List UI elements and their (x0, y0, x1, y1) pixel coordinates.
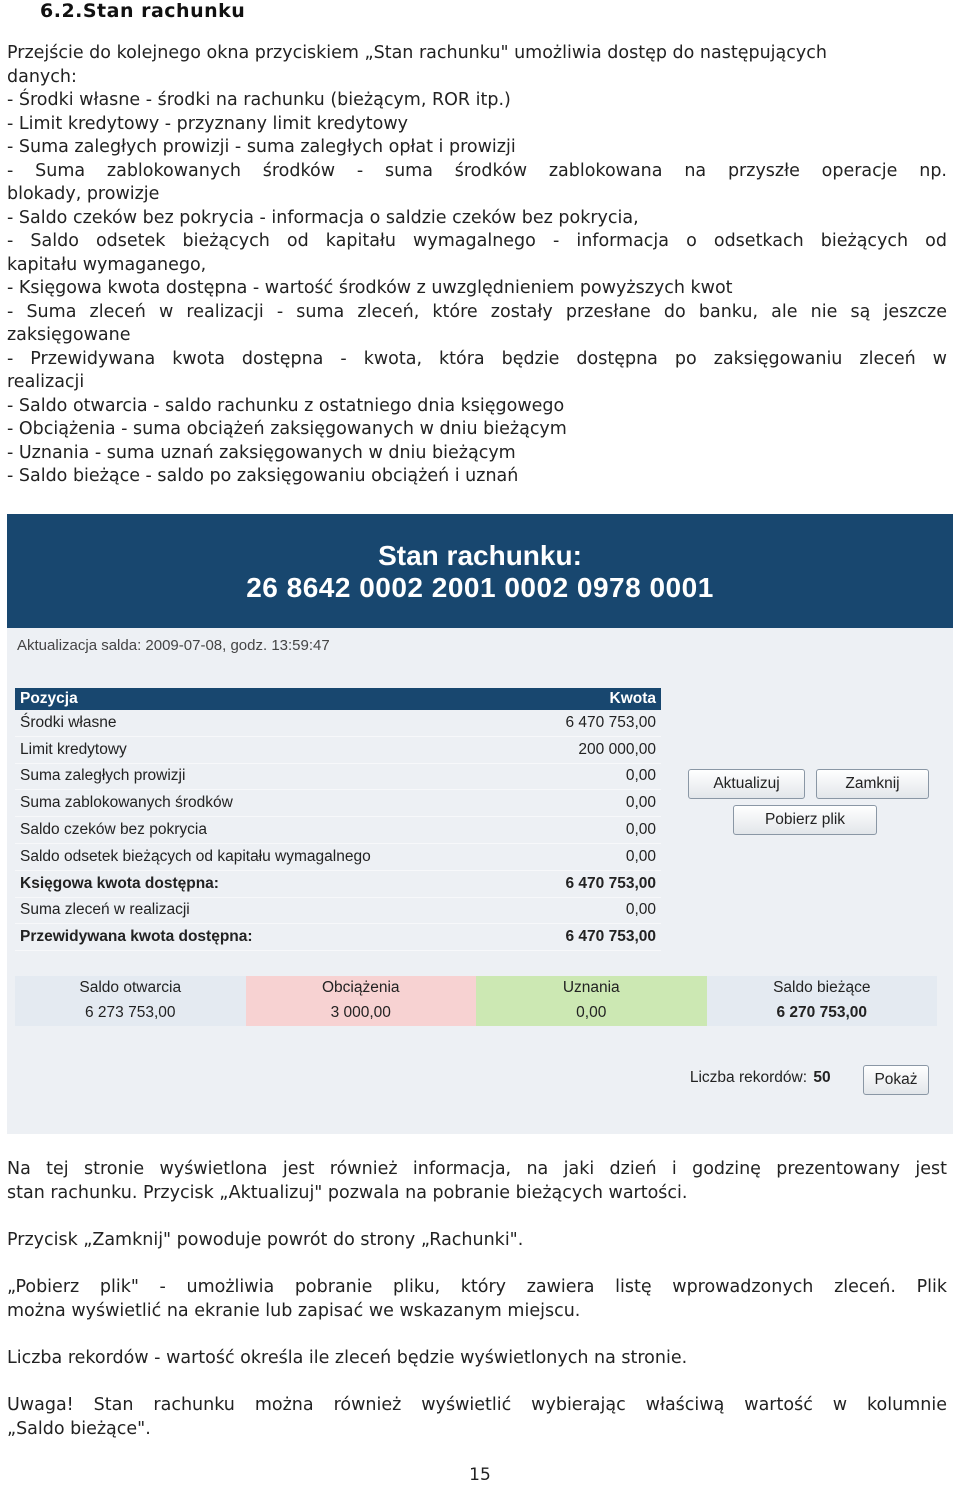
row-label: Saldo czeków bez pokrycia (15, 817, 520, 844)
current-balance-value: 6 270 753,00 (707, 1000, 938, 1026)
intro-line: - Saldo bieżące - saldo po zaksięgowaniu obciążeń i uznań (7, 466, 519, 486)
column-header-amount: Kwota (520, 688, 661, 710)
credits-value: 0,00 (476, 1000, 707, 1026)
row-value: 0,00 (520, 817, 661, 844)
intro-line: - Suma zleceń w realizacji - suma zleceń, które zostały przesłane do banku, ale nie są jeszcze (7, 301, 947, 322)
paragraph-line: Liczba rekordów - wartość określa ile zleceń będzie wyświetlonych na stronie. (7, 1348, 688, 1368)
row-value: 6 470 753,00 (520, 710, 661, 736)
balances-table (15, 976, 937, 1026)
account-status-screenshot (7, 514, 953, 1134)
refresh-time: Aktualizacja salda: 2009-07-08, godz. 13:59:47 (17, 637, 330, 654)
debits-value: 3 000,00 (246, 1000, 477, 1026)
row-label: Księgowa kwota dostępna: (15, 870, 520, 897)
refresh-button[interactable]: Aktualizuj (688, 769, 805, 799)
intro-line: kapitału wymaganego, (7, 254, 207, 275)
paragraph (7, 1158, 947, 1205)
table-row (15, 736, 661, 763)
row-label: Suma zablokowanych środków (15, 790, 520, 817)
close-button[interactable]: Zamknij (816, 769, 929, 799)
intro-line: - Saldo otwarcia - saldo rachunku z ostatniego dnia księgowego (7, 395, 565, 416)
paragraph-line: „Pobierz plik" - umożliwia pobranie pliku, który zawiera listę wprowadzonych zleceń. Plik (7, 1277, 947, 1297)
paragraph-line: można wyświetlić na ekranie lub zapisać we wskazanym miejscu. (7, 1300, 581, 1321)
table-row (15, 790, 661, 817)
paragraph (7, 1347, 947, 1371)
paragraph (7, 1229, 947, 1253)
table-row (15, 710, 661, 736)
intro-line: - Saldo czeków bez pokrycia - informacja o saldzie czeków bez pokrycia, (7, 207, 639, 228)
row-value: 6 470 753,00 (520, 870, 661, 897)
row-label: Suma zaległych prowizji (15, 763, 520, 790)
intro-line: - Saldo odsetek bieżących od kapitału wymagalnego - informacja o odsetkach bieżących od (7, 231, 947, 251)
table-row (15, 924, 661, 951)
paragraph-line: stan rachunku. Przycisk „Aktualizuj" pozwala na pobranie bieżących wartości. (7, 1182, 688, 1203)
row-label: Środki własne (15, 710, 520, 736)
show-button[interactable]: Pokaż (863, 1065, 929, 1095)
row-label: Saldo odsetek bieżących od kapitału wymagalnego (15, 843, 520, 870)
table-row (15, 897, 661, 924)
table-row (15, 763, 661, 790)
row-value: 0,00 (520, 763, 661, 790)
record-count-input[interactable]: 50 (813, 1069, 831, 1086)
intro-line: - Limit kredytowy - przyznany limit kredytowy (7, 113, 409, 134)
row-value: 6 470 753,00 (520, 924, 661, 951)
row-value: 0,00 (520, 897, 661, 924)
intro-line: realizacji (7, 372, 85, 392)
column-header-position: Pozycja (15, 688, 520, 710)
intro-line: zaksięgowane (7, 325, 131, 345)
intro-line: - Księgowa kwota dostępna - wartość środków z uwzględnieniem powyższych kwot (7, 278, 733, 298)
position-table (15, 688, 661, 951)
intro-line: - Przewidywana kwota dostępna - kwota, która będzie dostępna po zaksięgowaniu zleceń w (7, 348, 947, 369)
account-number: 26 8642 0002 2001 0002 0978 0001 (246, 572, 714, 603)
table-row (15, 870, 661, 897)
row-value: 200 000,00 (520, 736, 661, 763)
table-row (15, 843, 661, 870)
intro-line: - Uznania - suma uznań zaksięgowanych w dniu bieżącym (7, 442, 516, 463)
intro-line: Przejście do kolejnego okna przyciskiem „Stan rachunku" umożliwia dostęp do następujących (7, 43, 827, 63)
intro-line: blokady, prowizje (7, 184, 160, 204)
intro-line: danych: (7, 66, 77, 87)
row-value: 0,00 (520, 790, 661, 817)
intro-line: - Środki własne - środki na rachunku (bieżącym, ROR itp.) (7, 90, 511, 110)
row-value: 0,00 (520, 843, 661, 870)
record-count-label: Liczba rekordów: (689, 1069, 807, 1086)
paragraph (7, 1394, 947, 1441)
intro-line: - Suma zablokowanych środków - suma środków zablokowana na przyszłe operacje np. (7, 160, 947, 181)
paragraph-line: Uwaga! Stan rachunku można również wyświetlić wybierając właściwą wartość w kolumnie (7, 1395, 947, 1415)
paragraph-line: Na tej stronie wyświetlona jest również informacja, na jaki dzień i godzinę prezentowany jest (7, 1159, 947, 1179)
section-title: 6.2.Stan rachunku (40, 0, 246, 22)
intro-line: - Obciążenia - suma obciążeń zaksięgowanych w dniu bieżącym (7, 419, 567, 439)
paragraph-line: Przycisk „Zamknij" powoduje powrót do strony „Rachunki". (7, 1230, 524, 1250)
row-label: Limit kredytowy (15, 736, 520, 763)
table-row (15, 817, 661, 844)
panel-title: Stan rachunku: (378, 540, 582, 571)
download-file-button[interactable]: Pobierz plik (733, 805, 877, 835)
current-balance-header[interactable]: Saldo bieżące (707, 976, 938, 1000)
intro-list (7, 42, 947, 489)
opening-balance-value: 6 273 753,00 (15, 1000, 246, 1026)
row-label: Przewidywana kwota dostępna: (15, 924, 520, 951)
panel-header (7, 514, 953, 628)
paragraph-line: „Saldo bieżące". (7, 1418, 151, 1439)
paragraph (7, 1276, 947, 1323)
opening-balance-header: Saldo otwarcia (15, 976, 246, 1000)
page-number: 15 (469, 1465, 491, 1485)
credits-header: Uznania (476, 976, 707, 1000)
intro-line: - Suma zaległych prowizji - suma zaległych opłat i prowizji (7, 137, 516, 157)
debits-header: Obciążenia (246, 976, 477, 1000)
row-label: Suma zleceń w realizacji (15, 897, 520, 924)
